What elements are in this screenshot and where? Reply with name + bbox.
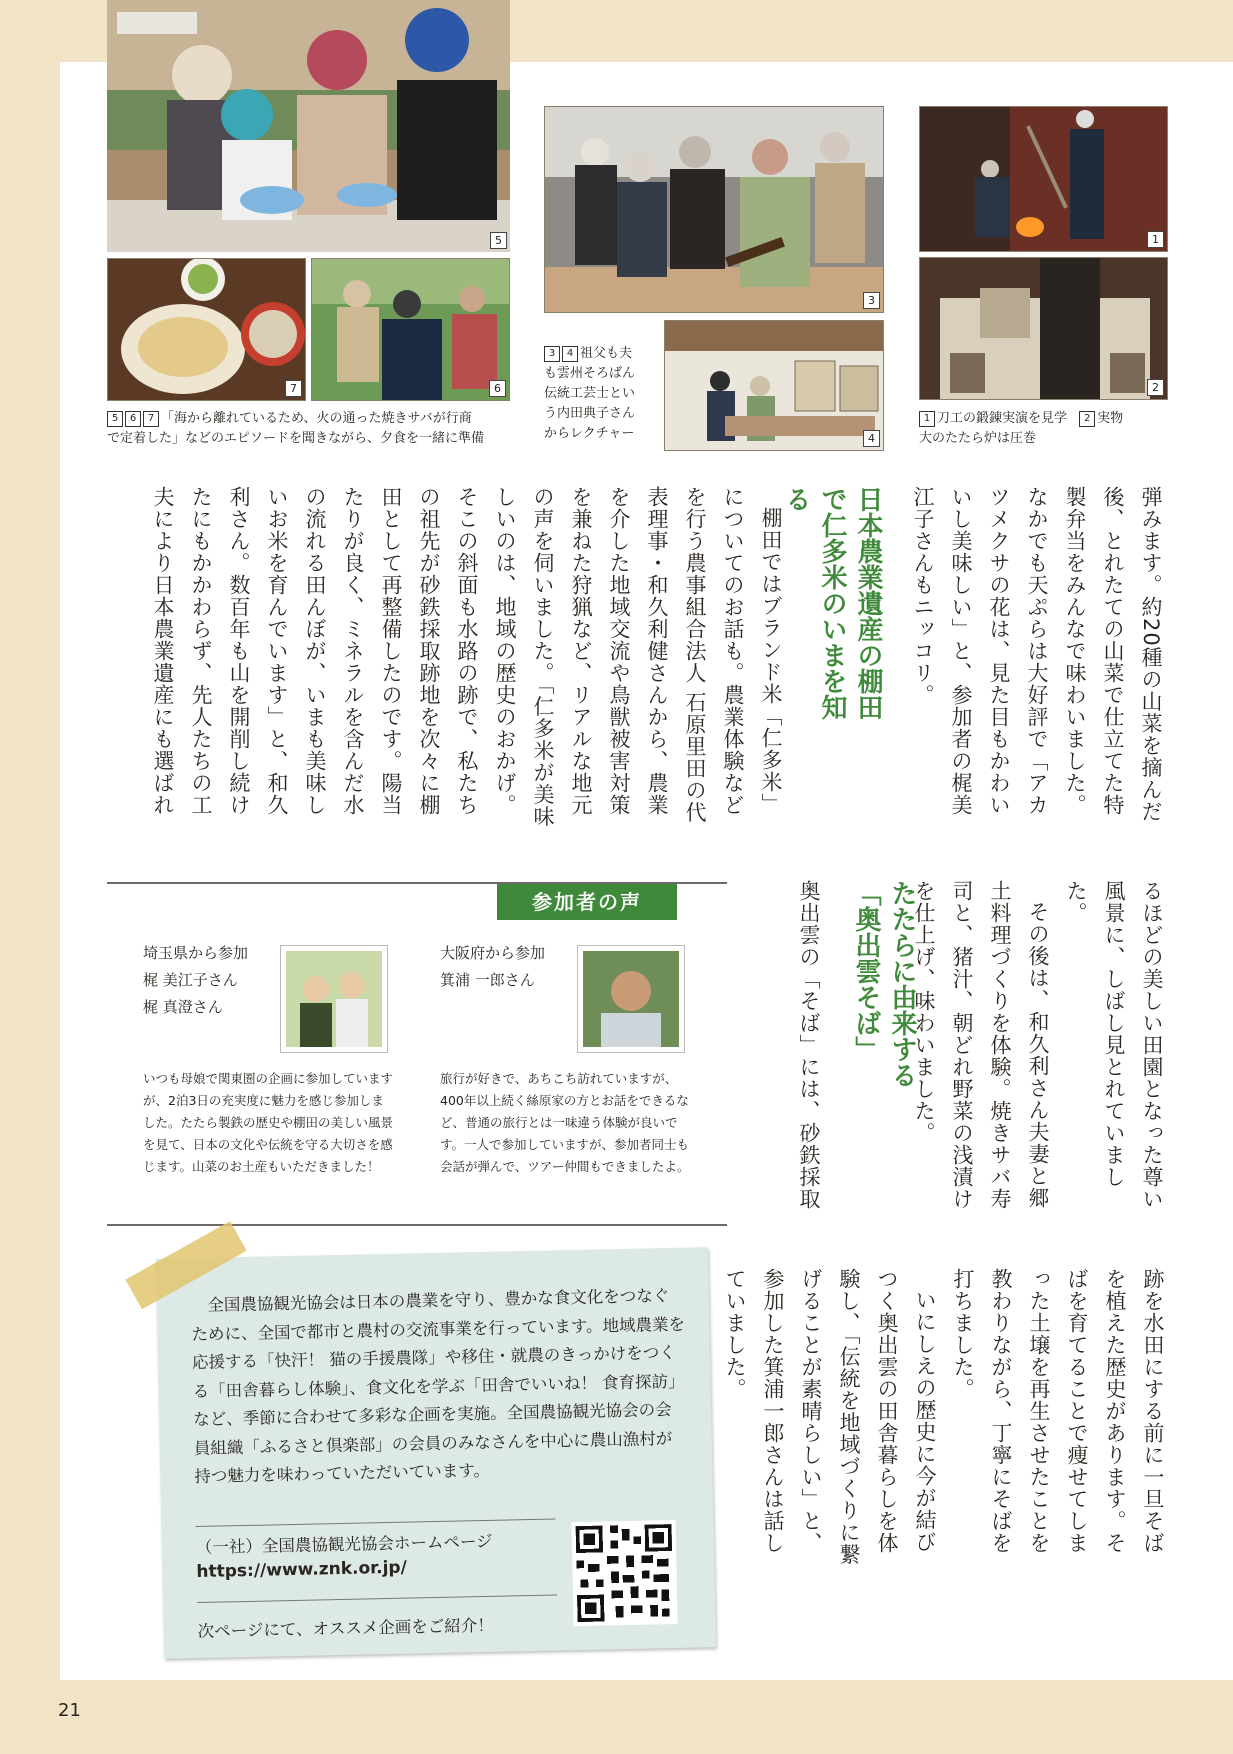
continue-paragraph: るほどの美しい田園となった尊い風景に、しばし見とれていました。 bbox=[1064, 880, 1164, 1210]
outdoor-image bbox=[312, 259, 510, 401]
photo-number: 6 bbox=[489, 380, 506, 397]
caption-text: 伝統工芸士とい bbox=[544, 386, 636, 401]
voice1-origin: 埼玉県から参加 bbox=[143, 944, 249, 962]
voice1-name2: 梶 真澄さん bbox=[143, 998, 223, 1016]
photo-number: 4 bbox=[863, 430, 880, 447]
voice1-name1: 梶 美江子さん bbox=[143, 971, 238, 989]
heading-rice-terraces: 日本農業遺産の棚田で仁多米のいまを知る bbox=[781, 486, 883, 720]
lower-continue-text bbox=[912, 880, 1171, 1228]
caption-number: 7 bbox=[143, 411, 159, 427]
caption-number: 6 bbox=[125, 411, 141, 427]
photo-abacus bbox=[544, 106, 884, 313]
caption-number: 5 bbox=[107, 411, 123, 427]
photo-outdoor bbox=[311, 258, 510, 401]
caption-text: からレクチャー bbox=[544, 426, 635, 441]
furnace-image bbox=[920, 258, 1168, 400]
photo-meal bbox=[107, 258, 306, 401]
photo-exhibit bbox=[664, 320, 884, 451]
note-divider bbox=[197, 1594, 557, 1603]
heading-okuizumo-soba: たたらに由来する「奥出雲そば」 bbox=[851, 880, 917, 1088]
voices-bottom-rule bbox=[107, 1224, 727, 1226]
soba-paragraph: 跡を水田にする前に一旦そばを植えた歴史があります。そばを育てることで痩せてしまった土壌を再生させたことを教わりながら、丁寧にそばを打ちました。 bbox=[951, 1268, 1165, 1554]
caption-text: 「海から離れているため、火の通った焼きサバが行商 bbox=[161, 411, 472, 426]
upper-intro-text bbox=[898, 486, 1170, 834]
caption-number: 2 bbox=[1079, 411, 1095, 427]
caption-text: 祖父も夫 bbox=[580, 346, 633, 361]
note-body: 全国農協観光協会は日本の農業を守り、豊かな食文化をつなぐために、全国で都市と農村の交流事業を行っています。地域農業を応援する「快汗！ 猫の手援農隊」や移住・就農のきっかけをつくる「田舎暮らし体験」、食文化を学ぶ「田舎でいいね！ 食育探訪」など、季節に合わせて多彩な企画を実施。全国農協観光協会の会員組織「ふるさと倶楽部」の会員のみなさんを中心に農山漁村が持つ魅力を味わっていただいています。 bbox=[191, 1286, 686, 1487]
caption-number: 4 bbox=[562, 346, 578, 362]
lower-soba-text-2 bbox=[723, 1268, 1172, 1568]
caption-text: で定着した」などのエピソードを聞きながら、夕食を一緒に準備 bbox=[107, 431, 485, 446]
exhibit-image bbox=[665, 321, 884, 451]
intro-paragraph: 弾みます。約20種の山菜を摘んだ後、とれたての山菜で仕立てた特製弁当をみんなで味わいました。なかでも天ぷらは大好評で「アカツメクサの花は、見た目もかわいいし美味しい」と、参加者の梶美江子さんもニッコリ。 bbox=[911, 486, 1163, 823]
caption-text: も雲州そろばん bbox=[544, 366, 636, 381]
voice2-body: 旅行が好きで、あちこち訪れていますが、400年以上続く絲原家の方とお話をできるなど、普通の旅行とは一味違う体験が良いです。一人で参加していますが、参加者同士も会話が弾んで、ツアー仲間もできましたよ。 bbox=[440, 1071, 690, 1174]
rice-paragraph: 棚田ではブランド米「仁多米」についてのお話も。農業体験などを行う農事組合法人 石原里田の代表理事・和久利健さんから、農業を介した地域交流や鳥獣被害対策を兼ねた狩猟など、リアルな地元の声を伺いました。「仁多米が美味しいのは、地域の歴史のおかげ。そこの斜面も水路の跡で、私たちの祖先が砂鉄採取跡地を次々に棚田として再整備したのです。陽当たりが良く、ミネラルを含んだ水の流れる田んぼが、いまも美味しいお米を育んでいます」と、和久利さん。数百年も山を開削し続けたにもかかわらず、先人たちの工夫により日本農業遺産にも選ばれ bbox=[151, 486, 783, 828]
homepage-label: （一社）全国農協観光協会ホームページ bbox=[195, 1531, 493, 1558]
caption-3-4 bbox=[544, 344, 662, 444]
lower-soba-text bbox=[782, 880, 828, 1228]
qr-code-icon bbox=[576, 1524, 674, 1622]
caption-number: 1 bbox=[919, 411, 935, 427]
page-number: 21 bbox=[58, 1700, 81, 1721]
abacus-image bbox=[545, 107, 884, 313]
caption-5-6-7 bbox=[107, 409, 527, 449]
caption-1-2 bbox=[919, 409, 1179, 449]
next-page-note: 次ページにて、オススメ企画をご紹介！ bbox=[197, 1615, 495, 1642]
voice2-portrait bbox=[583, 951, 679, 1047]
photo-number: 2 bbox=[1147, 379, 1164, 396]
voice2-name-block bbox=[440, 940, 580, 994]
photo-number: 5 bbox=[490, 232, 507, 249]
forge-image bbox=[920, 107, 1168, 252]
homepage-link[interactable]: https://www.znk.or.jp/ bbox=[196, 1557, 408, 1583]
closing-paragraph: いにしえの歴史に今が結びつく奥出雲の田舎暮らしを体験し、「伝統を地域づくりに繋げることが素晴らしい」と、参加した箕浦一郎さんは話していました。 bbox=[723, 1268, 937, 1566]
photo-number: 7 bbox=[285, 380, 302, 397]
soba-paragraph-start: 奥出雲の「そば」には、砂鉄採取 bbox=[797, 880, 821, 1210]
association-note-card bbox=[156, 1247, 716, 1658]
caption-number: 3 bbox=[544, 346, 560, 362]
photo-furnace bbox=[919, 257, 1168, 400]
voice1-name-block bbox=[143, 940, 283, 1021]
photo-cooking bbox=[107, 0, 510, 252]
photo-number: 1 bbox=[1147, 231, 1164, 248]
caption-text: 刀工の鍛錬実演を見学 bbox=[937, 411, 1068, 426]
caption-text: 大のたたら炉は圧巻 bbox=[919, 431, 1037, 446]
caption-text: う内田典子さん bbox=[544, 406, 636, 421]
voice2-photo bbox=[577, 945, 685, 1053]
photo-number: 3 bbox=[863, 292, 880, 309]
voices-label: 参加者の声 bbox=[497, 884, 677, 920]
meal-image bbox=[108, 259, 306, 401]
voice2-name: 箕浦 一郎さん bbox=[440, 971, 535, 989]
voice1-portrait bbox=[286, 951, 382, 1047]
after-paragraph: その後は、和久利さん夫妻と郷土料理づくりを体験。焼きサバ寿司と、猪汁、朝どれ野菜の浅漬けを仕上げ、味わいました。 bbox=[912, 880, 1050, 1210]
qr-code[interactable] bbox=[571, 1520, 677, 1626]
photo-forge bbox=[919, 106, 1168, 252]
caption-text: 実物 bbox=[1097, 411, 1124, 426]
cooking-scene-image bbox=[107, 0, 510, 252]
upper-rice-text bbox=[100, 486, 790, 834]
note-divider bbox=[195, 1519, 555, 1528]
voice1-body: いつも母娘で関東圏の企画に参加していますが、2泊3日の充実度に魅力を感じ参加しました。たたら製鉄の歴史や棚田の美しい風景を見て、日本の文化や伝統を守る大切さを感じます。山菜のお土産もいただきました！ bbox=[143, 1071, 394, 1174]
voice1-photo bbox=[280, 945, 388, 1053]
voice2-origin: 大阪府から参加 bbox=[440, 944, 546, 962]
